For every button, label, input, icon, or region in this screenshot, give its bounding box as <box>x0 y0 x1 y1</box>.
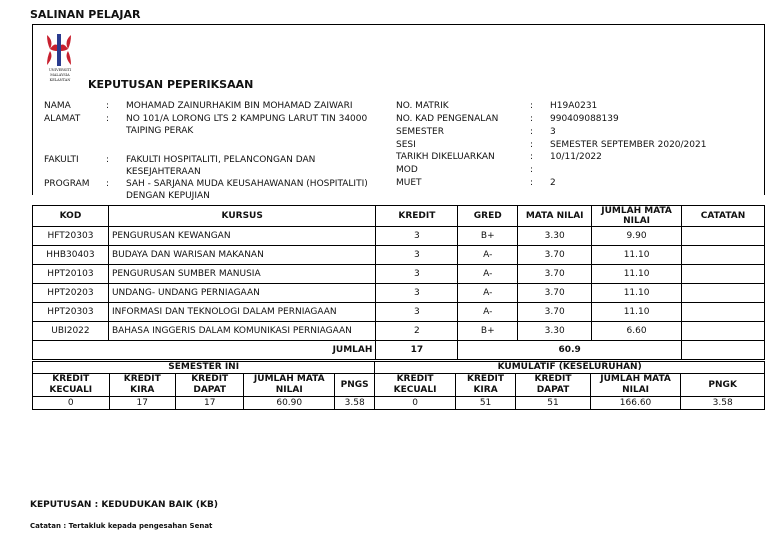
total-kredit: 17 <box>376 341 458 360</box>
column-header: JUMLAH MATA NILAI <box>590 374 681 397</box>
cell: 3.70 <box>518 246 592 265</box>
cell: 3.58 <box>335 397 375 410</box>
total-row <box>33 341 765 360</box>
cell: HHB30403 <box>33 246 109 265</box>
cell: 3.70 <box>518 303 592 322</box>
table-row <box>33 246 765 265</box>
cell: 3 <box>376 284 458 303</box>
cell: 11.10 <box>592 265 682 284</box>
cell: 9.90 <box>592 227 682 246</box>
cell: A- <box>458 303 518 322</box>
colon: : <box>106 114 110 124</box>
info-value: H19A0231 <box>550 101 598 111</box>
exam-title: KEPUTUSAN PEPERIKSAAN <box>88 78 254 91</box>
document-title: SALINAN PELAJAR <box>30 8 141 21</box>
column-header: KREDIT KIRA <box>109 374 175 397</box>
cell: HPT20303 <box>33 303 109 322</box>
summary-table <box>32 361 765 410</box>
nama-value: MOHAMAD ZAINURHAKIM BIN MOHAMAD ZAIWARI <box>126 101 353 111</box>
cell: INFORMASI DAN TEKNOLOGI DALAM PERNIAGAAN <box>108 303 375 322</box>
info-label: NO. KAD PENGENALAN <box>396 114 499 124</box>
program-label: PROGRAM <box>44 179 90 189</box>
info-label: MUET <box>396 178 422 188</box>
info-label: SESI <box>396 140 416 150</box>
cell: 3.70 <box>518 284 592 303</box>
column-header: KURSUS <box>108 206 375 227</box>
cell: 11.10 <box>592 246 682 265</box>
cell: A- <box>458 246 518 265</box>
column-header: JUMLAH MATA NILAI <box>244 374 335 397</box>
cell <box>682 284 765 303</box>
cell: PENGURUSAN SUMBER MANUSIA <box>108 265 375 284</box>
cell <box>682 265 765 284</box>
table-header-row <box>33 206 765 227</box>
cell <box>682 303 765 322</box>
column-header: KREDIT KECUALI <box>33 374 110 397</box>
colon: : <box>530 165 534 175</box>
cell: HPT20203 <box>33 284 109 303</box>
cell: 3 <box>376 265 458 284</box>
cell: 3.30 <box>518 227 592 246</box>
column-header: JUMLAH MATA NILAI <box>592 206 682 227</box>
cell: UBI2022 <box>33 322 109 341</box>
table-row <box>33 303 765 322</box>
colon: : <box>106 101 110 111</box>
column-header: KREDIT <box>376 206 458 227</box>
nama-label: NAMA <box>44 101 71 111</box>
summary-values-row <box>33 397 765 410</box>
column-header: PNGS <box>335 374 375 397</box>
cell: 2 <box>376 322 458 341</box>
column-header: KREDIT KIRA <box>455 374 515 397</box>
logo-text: UNIVERSITI MALAYSIA KELANTAN <box>48 68 72 82</box>
cell <box>682 341 765 360</box>
info-label: MOD <box>396 165 418 175</box>
info-label: SEMESTER <box>396 127 445 137</box>
table-row <box>33 227 765 246</box>
colon: : <box>106 155 110 165</box>
cell: 17 <box>109 397 175 410</box>
cell: HPT20103 <box>33 265 109 284</box>
cell <box>682 227 765 246</box>
colon: : <box>530 140 534 150</box>
cell: A- <box>458 265 518 284</box>
column-header: KOD <box>33 206 109 227</box>
program-value: SAH - SARJANA MUDA KEUSAHAWANAN (HOSPITALITI) DENGAN KEPUJIAN <box>126 179 368 201</box>
fakulti-value: FAKULTI HOSPITALITI, PELANCONGAN DAN KESEJAHTERAAN <box>126 155 316 177</box>
cell: 11.10 <box>592 284 682 303</box>
info-value: 2 <box>550 178 556 188</box>
cell: 3.70 <box>518 265 592 284</box>
info-value: 990409088139 <box>550 114 619 124</box>
colon: : <box>530 178 534 188</box>
courses-table <box>32 205 765 360</box>
cell: 51 <box>455 397 515 410</box>
table-row <box>33 322 765 341</box>
info-value: 10/11/2022 <box>550 152 602 162</box>
note-text: Catatan : Tertakluk kepada pengesahan Senat <box>30 522 213 530</box>
cell: 166.60 <box>590 397 681 410</box>
column-header: KREDIT DAPAT <box>516 374 591 397</box>
info-label: NO. MATRIK <box>396 101 449 111</box>
colon: : <box>530 114 534 124</box>
column-header: GRED <box>458 206 518 227</box>
cell: 60.90 <box>244 397 335 410</box>
summary-group-row <box>33 362 765 374</box>
info-value: SEMESTER SEPTEMBER 2020/2021 <box>550 140 707 150</box>
column-header: CATATAN <box>682 206 765 227</box>
column-header: PNGK <box>681 374 765 397</box>
info-value: 3 <box>550 127 556 137</box>
colon: : <box>530 152 534 162</box>
cell <box>682 322 765 341</box>
table-row <box>33 284 765 303</box>
decision-text: KEPUTUSAN : KEDUDUKAN BAIK (KB) <box>30 500 218 510</box>
total-jmn: 60.9 <box>458 341 682 360</box>
cell: UNDANG- UNDANG PERNIAGAAN <box>108 284 375 303</box>
cell: A- <box>458 284 518 303</box>
column-header: KREDIT KECUALI <box>375 374 456 397</box>
alamat-value: NO 101/A LORONG LTS 2 KAMPUNG LARUT TIN 34000 TAIPING PERAK <box>126 114 368 136</box>
cell: B+ <box>458 322 518 341</box>
cell <box>682 246 765 265</box>
alamat-label: ALAMAT <box>44 114 81 124</box>
total-label: JUMLAH <box>33 341 376 360</box>
info-label: TARIKH DIKELUARKAN <box>396 152 495 162</box>
cell: HFT20303 <box>33 227 109 246</box>
cell: 3 <box>376 303 458 322</box>
semester-header: SEMESTER INI <box>33 362 375 374</box>
colon: : <box>530 127 534 137</box>
cell: PENGURUSAN KEWANGAN <box>108 227 375 246</box>
cell: BAHASA INGGERIS DALAM KOMUNIKASI PERNIAGAAN <box>108 322 375 341</box>
colon: : <box>106 179 110 189</box>
cell: 51 <box>516 397 591 410</box>
cell: B+ <box>458 227 518 246</box>
summary-header-row <box>33 374 765 397</box>
cell: 17 <box>175 397 243 410</box>
column-header: MATA NILAI <box>518 206 592 227</box>
fakulti-label: FAKULTI <box>44 155 79 165</box>
kumulatif-header: KUMULATIF (KESELURUHAN) <box>375 362 765 374</box>
column-header: KREDIT DAPAT <box>175 374 243 397</box>
cell: 0 <box>33 397 110 410</box>
cell: 0 <box>375 397 456 410</box>
table-row <box>33 265 765 284</box>
cell: BUDAYA DAN WARISAN MAKANAN <box>108 246 375 265</box>
cell: 11.10 <box>592 303 682 322</box>
cell: 6.60 <box>592 322 682 341</box>
cell: 3 <box>376 246 458 265</box>
cell: 3.30 <box>518 322 592 341</box>
cell: 3 <box>376 227 458 246</box>
colon: : <box>530 101 534 111</box>
cell: 3.58 <box>681 397 765 410</box>
university-logo <box>44 33 74 67</box>
